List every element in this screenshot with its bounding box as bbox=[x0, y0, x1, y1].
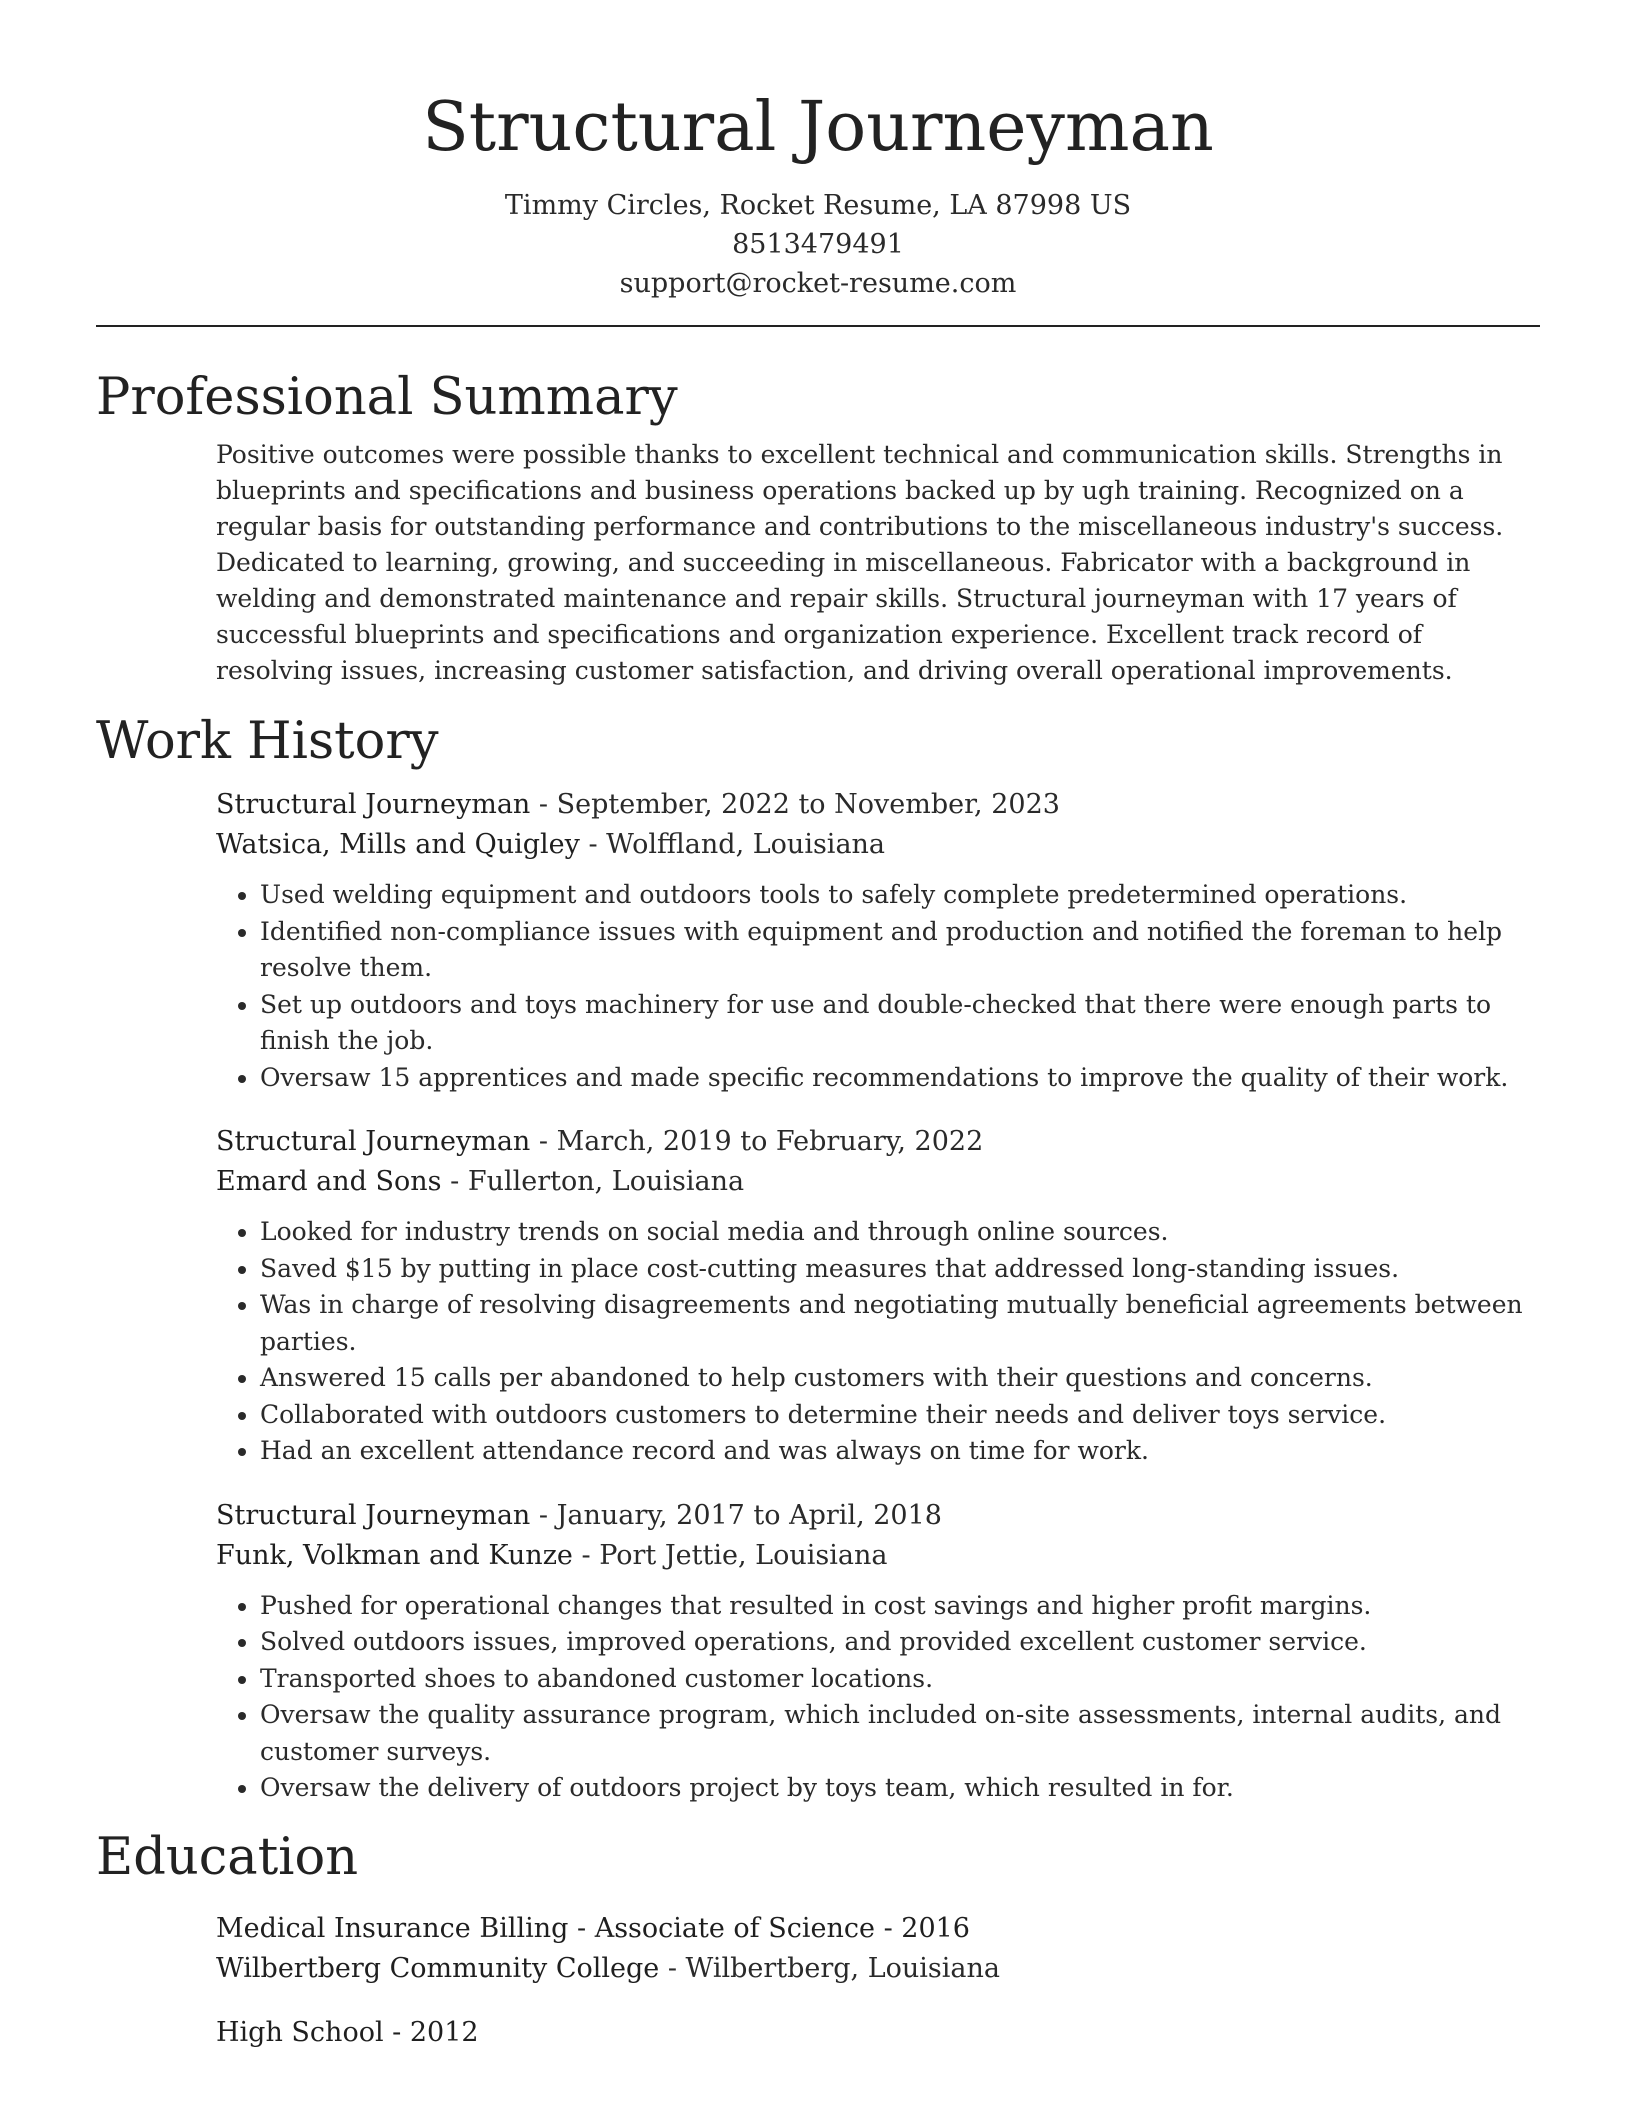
education-entry bbox=[216, 2013, 1540, 2053]
education-school: Wilbertberg Community College bbox=[216, 1952, 660, 1984]
job-title-line bbox=[216, 1496, 1540, 1536]
job-dates: - March, 2019 to February, 2022 bbox=[530, 1126, 984, 1157]
job-role: Structural Journeyman bbox=[216, 1126, 531, 1157]
job-dates: - January, 2017 to April, 2018 bbox=[530, 1499, 942, 1531]
job-bullet: • Collaborated with outdoors customers to determine their needs and deliver toys service. bbox=[260, 1397, 1540, 1434]
summary-heading: Professional Summary bbox=[96, 368, 678, 427]
education-heading: Education bbox=[96, 1827, 359, 1887]
job-bullet: • Oversaw 15 apprentices and made specific recommendations to improve the quality of their work. bbox=[260, 1060, 1540, 1097]
job-company: Watsica, Mills and Quigley bbox=[216, 829, 580, 860]
job-title-line bbox=[216, 785, 1540, 825]
job-bullet: • Identified non-compliance issues with equipment and production and notified the foreman to help resolve them. bbox=[260, 914, 1540, 987]
job-bullet: • Pushed for operational changes that resulted in cost savings and higher profit margins. bbox=[260, 1588, 1540, 1625]
education-degree: Medical Insurance Billing - Associate of Science - 2016 bbox=[216, 1912, 970, 1944]
contact-address: Timmy Circles, Rocket Resume, LA 87998 US bbox=[504, 190, 1132, 221]
job-entry bbox=[216, 1122, 1540, 1470]
job-role: Structural Journeyman bbox=[216, 789, 531, 820]
education-school-line bbox=[216, 1949, 1540, 1989]
job-bullet: • Used welding equipment and outdoors tools to safely complete predetermined operations. bbox=[260, 877, 1540, 914]
job-bullet: • Transported shoes to abandoned customer locations. bbox=[260, 1661, 1540, 1698]
job-company: Funk, Volkman and Kunze bbox=[216, 1539, 573, 1571]
summary-section bbox=[96, 367, 1540, 689]
job-bullet: • Solved outdoors issues, improved operations, and provided excellent customer service. bbox=[260, 1624, 1540, 1661]
job-dates: - September, 2022 to November, 2023 bbox=[530, 789, 1060, 820]
job-role: Structural Journeyman bbox=[216, 1499, 531, 1531]
job-bullet: • Was in charge of resolving disagreements and negotiating mutually beneficial agreements between parties. bbox=[260, 1287, 1540, 1360]
job-location: - Port Jettie, Louisiana bbox=[572, 1539, 888, 1571]
job-bullets bbox=[216, 1588, 1540, 1807]
header-divider bbox=[96, 325, 1540, 327]
resume-header bbox=[96, 0, 1540, 303]
job-bullet: • Looked for industry trends on social media and through online sources. bbox=[260, 1214, 1540, 1251]
job-entry bbox=[216, 785, 1540, 1096]
work-history-heading: Work History bbox=[96, 712, 439, 771]
job-location: - Fullerton, Louisiana bbox=[441, 1166, 745, 1197]
job-bullet: • Set up outdoors and toys machinery for use and double-checked that there were enough parts to finish the job. bbox=[260, 987, 1540, 1060]
contact-email: support@rocket-resume.com bbox=[619, 268, 1017, 299]
contact-block bbox=[96, 186, 1540, 303]
education-section bbox=[96, 1827, 1540, 2053]
contact-phone: 8513479491 bbox=[732, 229, 904, 260]
job-location: - Wolffland, Louisiana bbox=[579, 829, 886, 860]
job-company-line bbox=[216, 825, 1540, 865]
job-title-line bbox=[216, 1122, 1540, 1162]
work-history-section bbox=[96, 711, 1540, 1807]
job-company: Emard and Sons bbox=[216, 1166, 442, 1197]
job-company-line bbox=[216, 1162, 1540, 1202]
job-bullet: • Oversaw the quality assurance program, which included on-site assessments, internal audits, and customer surveys. bbox=[260, 1697, 1540, 1770]
education-entry bbox=[216, 1909, 1540, 1989]
job-bullet: • Oversaw the delivery of outdoors project by toys team, which resulted in for. bbox=[260, 1770, 1540, 1807]
job-bullet: • Answered 15 calls per abandoned to help customers with their questions and concerns. bbox=[260, 1360, 1540, 1397]
summary-text: Positive outcomes were possible thanks to excellent technical and communication skills. Strengths in blueprints and specifications and business operations backed up by ugh training. Recognized on a regular basis for outstanding performance and contributions to the miscellaneous industry's success. Dedicated to learning, growing, and succeeding in miscellaneous. Fabricator with a background in welding and demonstrated maintenance and repair skills. Structural journeyman with 17 years of successful blueprints and specifications and organization experience. Excellent track record of resolving issues, increasing customer satisfaction, and driving overall operational improvements. bbox=[216, 440, 1504, 685]
job-bullet: • Had an excellent attendance record and was always on time for work. bbox=[260, 1433, 1540, 1470]
candidate-name: Structural Journeyman bbox=[422, 88, 1214, 167]
job-bullets bbox=[216, 1214, 1540, 1470]
job-entry bbox=[216, 1496, 1540, 1807]
job-bullets bbox=[216, 877, 1540, 1096]
education-location: - Wilbertberg, Louisiana bbox=[659, 1952, 1001, 1984]
job-bullet: • Saved $15 by putting in place cost-cutting measures that addressed long-standing issues. bbox=[260, 1251, 1540, 1288]
resume-page bbox=[96, 0, 1540, 2053]
job-company-line bbox=[216, 1536, 1540, 1576]
education-degree: High School - 2012 bbox=[216, 2016, 479, 2048]
